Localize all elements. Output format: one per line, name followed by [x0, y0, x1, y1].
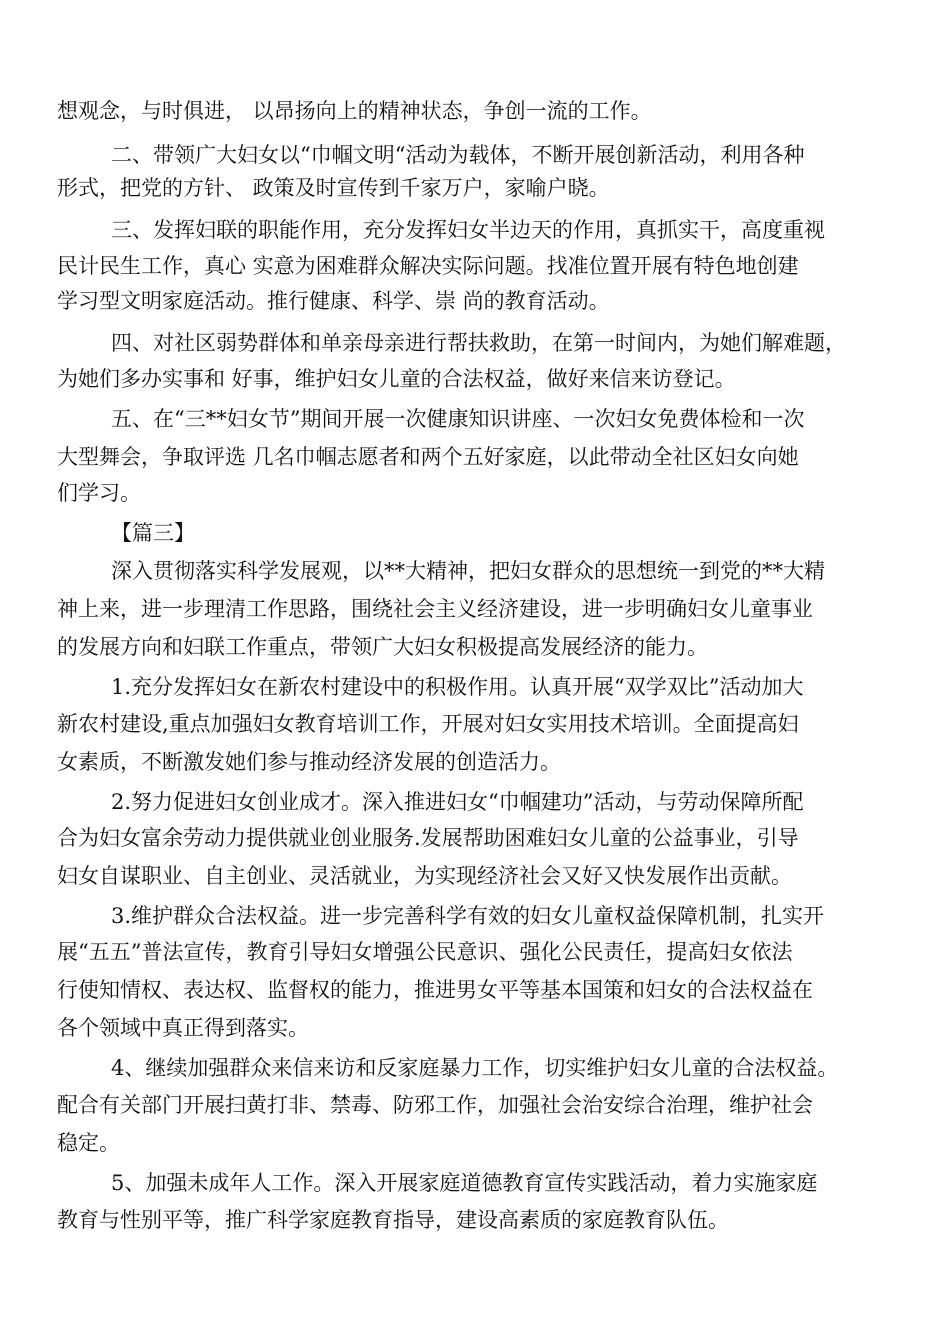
text-line-30: 教育与性别平等，推广科学家庭教育指导，建设高素质的家庭教育队伍。	[57, 1208, 729, 1232]
text-line-9: 五、在“三**妇女节”期间开展一次健康知识讲座、一次妇女免费体检和一次	[111, 407, 805, 431]
text-line-6: 学习型文明家庭活动。推行健康、科学、崇 尚的教育活动。	[57, 289, 610, 313]
text-line-21: 妇女自谋职业、自主创业、灵活就业，为实现经济社会又好又快发展作出贡献。	[57, 864, 792, 888]
text-line-26: 4、继续加强群众来信来访和反家庭暴力工作，切实维护妇女儿童的合法权益。	[111, 1056, 839, 1080]
text-line-17: 新农村建设,重点加强妇女教育培训工作，开展对妇女实用技术培训。全面提高妇	[57, 712, 799, 736]
text-line-28: 稳定。	[57, 1131, 120, 1155]
text-line-3: 形式，把党的方针、 政策及时宣传到千家万户，家喻户晓。	[57, 176, 610, 200]
text-line-15: 的发展方向和妇联工作重点，带领广大妇女积极提高发展经济的能力。	[57, 635, 708, 659]
text-line-25: 各个领域中真正得到落实。	[57, 1016, 309, 1040]
text-line-29: 5、加强未成年人工作。深入开展家庭道德教育宣传实践活动，着力实施家庭	[111, 1171, 818, 1195]
text-line-24: 行使知情权、表达权、监督权的能力，推进男女平等基本国策和妇女的合法权益在	[57, 978, 813, 1002]
text-line-23: 展“五五”普法宣传，教育引导妇女增强公民意识、强化公民责任，提高妇女依法	[57, 940, 793, 964]
text-line-27: 配合有关部门开展扫黄打非、禁毒、防邪工作，加强社会治安综合治理，维护社会	[57, 1093, 813, 1117]
text-line-16: 1.充分发挥妇女在新农村建设中的积极作用。认真开展“双学双比”活动加大	[111, 675, 804, 699]
text-line-13: 深入贯彻落实科学发展观，以**大精神，把妇女群众的思想统一到党的**大精	[111, 559, 825, 583]
text-line-10: 大型舞会，争取评选 几名巾帼志愿者和两个五好家庭，以此带动全社区妇女向她	[57, 445, 799, 469]
text-line-1: 想观念，与时俱进， 以昂扬向上的精神状态，争创一流的工作。	[57, 99, 652, 123]
text-line-20: 合为妇女富余劳动力提供就业创业服务.发展帮助困难妇女儿童的公益事业，引导	[57, 826, 799, 850]
text-line-2: 二、带领广大妇女以“巾帼文明“活动为载体，不断开展创新活动，利用各种	[111, 143, 805, 167]
text-line-14: 神上来，进一步理清工作思路，围绕社会主义经济建设，进一步明确妇女儿童事业	[57, 597, 813, 621]
text-line-22: 3.维护群众合法权益。进一步完善科学有效的妇女儿童权益保障机制，扎实开	[111, 904, 825, 928]
text-line-19: 2.努力促进妇女创业成才。深入推进妇女“巾帼建功”活动，与劳动保障所配	[111, 790, 804, 814]
section-heading: 【篇三】	[111, 521, 195, 545]
text-line-4: 三、发挥妇联的职能作用，充分发挥妇女半边天的作用，真抓实干，高度重视	[111, 218, 825, 242]
text-line-8: 为她们多办实事和 好事，维护妇女儿童的合法权益，做好来信来访登记。	[57, 367, 736, 391]
text-line-18: 女素质，不断激发她们参与推动经济发展的创造活力。	[57, 750, 561, 774]
text-line-7: 四、对社区弱势群体和单亲母亲进行帮扶救助，在第一时间内，为她们解难题，	[111, 331, 846, 355]
text-line-5: 民计民生工作，真心 实意为困难群众解决实际问题。找准位置开展有特色地创建	[57, 254, 799, 278]
text-line-11: 们学习。	[57, 481, 141, 505]
